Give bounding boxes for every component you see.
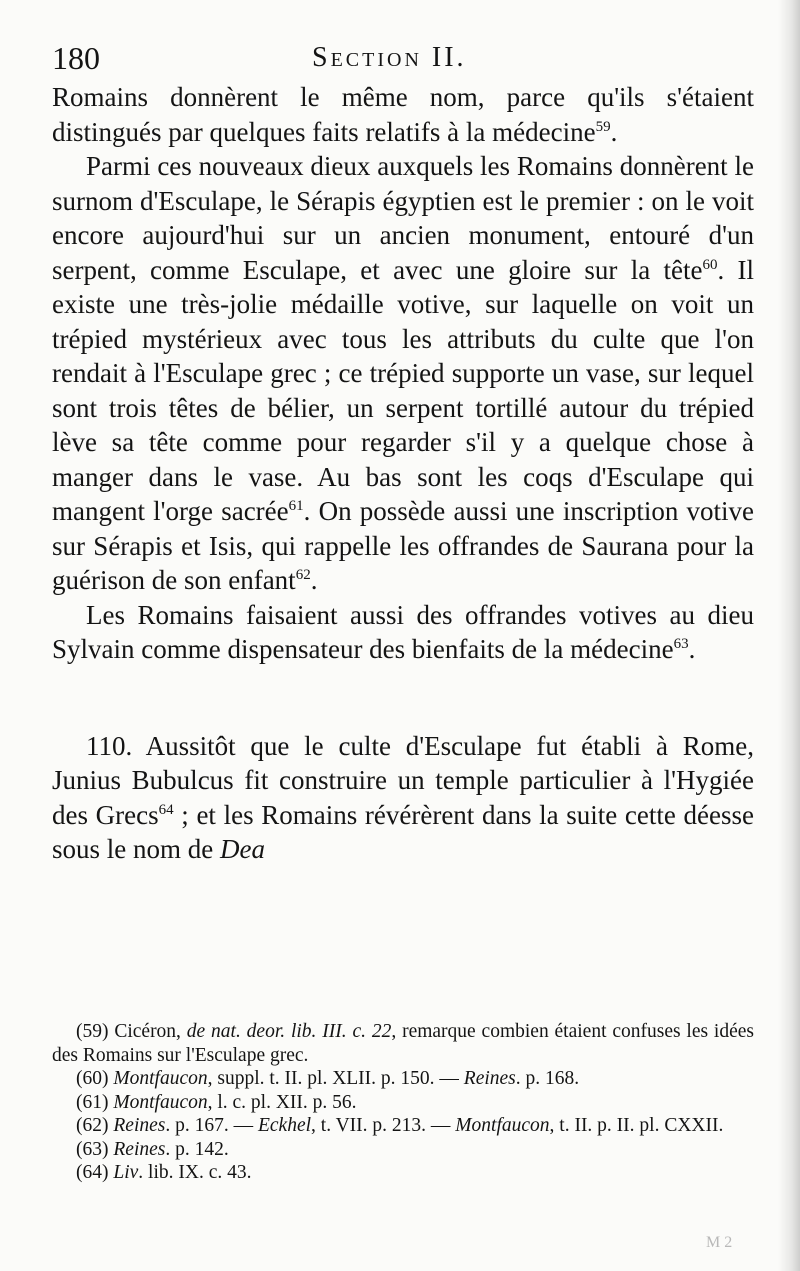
footnote-italic: Montfaucon bbox=[113, 1091, 208, 1113]
signature-mark: M 2 bbox=[706, 1234, 733, 1251]
footnote-italic: Liv bbox=[113, 1162, 139, 1183]
page-edge-shadow bbox=[778, 0, 800, 1271]
paragraph-text: . bbox=[610, 116, 618, 147]
footnote-text: , l. c. pl. XII. p. 56. bbox=[207, 1091, 357, 1113]
footnote-text: (59) Cicéron, bbox=[76, 1021, 187, 1042]
footnote-text: (64) bbox=[76, 1162, 114, 1183]
footnote-text: (62) bbox=[76, 1115, 114, 1136]
footnote-italic: Reines bbox=[113, 1115, 166, 1136]
footnote-63 bbox=[52, 1138, 754, 1162]
paragraph-text: Aussitôt que le culte d'Esculape fut établi à Rome, Junius Bubulcus fit construire un temple particulier à l'Hygiée des Grecs bbox=[52, 730, 754, 830]
footnote-60 bbox=[52, 1067, 754, 1091]
footnote-text: . p. 168. bbox=[515, 1068, 580, 1089]
italic-term: Dea bbox=[220, 834, 265, 864]
footnote-italic: Reines bbox=[463, 1068, 516, 1089]
footnote-italic: Eckhel bbox=[257, 1115, 312, 1136]
paragraph-text: Les Romains faisaient aussi des offrandes votives au dieu Sylvain comme dispensateur des bienfaits de la médecine bbox=[52, 599, 754, 664]
footnote-ref-59[interactable]: 59 bbox=[595, 118, 611, 135]
footnote-ref-63[interactable]: 63 bbox=[673, 636, 689, 652]
footnote-59 bbox=[52, 1020, 754, 1067]
footnotes bbox=[52, 1020, 754, 1185]
paragraph-sylvain bbox=[52, 598, 754, 667]
footnote-text: , t. II. p. II. pl. CXXII. bbox=[549, 1115, 724, 1136]
body-text bbox=[52, 80, 754, 867]
footnote-text: , suppl. t. II. pl. XLII. p. 150. — bbox=[207, 1068, 464, 1089]
paragraph-text: . Il existe une très-jolie médaille votive, sur laquelle on voit un trépied mystérieux avec tous les attributs du culte que l'on rendait à l'Esculape grec ; ce trépied supporte un vase, sur lequel sont trois têtes de bélier, un serpent tortillé autour du trépied lève sa tête comme pour regarder s'il y a quelque chose à manger dans le vase. Au bas sont les coqs d'Esculape qui mangent l'orge sacrée bbox=[52, 254, 754, 526]
footnote-text: , remarque combien étaient confuses les idées des Romains sur l'Esculape grec. bbox=[52, 1021, 754, 1066]
paragraph-text: . bbox=[688, 634, 696, 664]
footnote-text: . lib. IX. c. 43. bbox=[138, 1162, 252, 1183]
paragraph-text: Romains donnèrent le même nom, parce qu'ils s'étaient distingués par quelques faits relatifs à la médecine bbox=[52, 82, 754, 147]
section-number: 110. bbox=[86, 730, 133, 761]
paragraph-text: . bbox=[310, 565, 318, 595]
footnote-64 bbox=[52, 1161, 754, 1185]
footnote-ref-62[interactable]: 62 bbox=[295, 567, 311, 583]
footnote-italic: Montfaucon bbox=[455, 1115, 550, 1136]
footnote-62 bbox=[52, 1114, 754, 1138]
footnote-ref-61[interactable]: 61 bbox=[288, 498, 304, 514]
paragraph-text: ; et les Romains révérèrent dans la suite cette déesse sous le nom de bbox=[52, 799, 754, 864]
footnote-ref-64[interactable]: 64 bbox=[158, 801, 174, 818]
footnote-text: . p. 167. — bbox=[165, 1115, 258, 1136]
paragraph-continuation bbox=[52, 80, 754, 149]
paragraph-text: . On possède aussi une inscription votive sur Sérapis et Isis, qui rappelle les offrandes de Saurana pour la guérison de son enfant bbox=[52, 496, 754, 595]
page-number: 180 bbox=[52, 40, 100, 76]
footnote-text: (61) bbox=[76, 1091, 114, 1113]
running-head: Section II. bbox=[312, 42, 467, 73]
footnote-text: . p. 142. bbox=[165, 1138, 229, 1160]
footnote-italic: de nat. deor. lib. III. c. 22 bbox=[186, 1021, 392, 1042]
footnote-text: (63) bbox=[76, 1138, 114, 1160]
footnote-text: , t. VII. p. 213. — bbox=[311, 1115, 456, 1136]
footnote-ref-60[interactable]: 60 bbox=[702, 256, 718, 273]
footnote-61 bbox=[52, 1091, 754, 1115]
footnote-italic: Reines bbox=[113, 1138, 166, 1160]
page-header bbox=[52, 34, 752, 84]
paragraph-text: Parmi ces nouveaux dieux auxquels les Romains donnèrent le surnom d'Esculape, le Sérapis égyptien est le premier : on le voit encore aujourd'hui sur un ancien monument, entouré d'un serpent, comme Esculape, et avec une gloire sur la tête bbox=[52, 151, 754, 285]
paragraph-section-110 bbox=[52, 729, 754, 867]
footnote-italic: Montfaucon bbox=[113, 1068, 208, 1089]
paragraph-serapis bbox=[52, 149, 754, 598]
footnote-text: (60) bbox=[76, 1068, 114, 1089]
